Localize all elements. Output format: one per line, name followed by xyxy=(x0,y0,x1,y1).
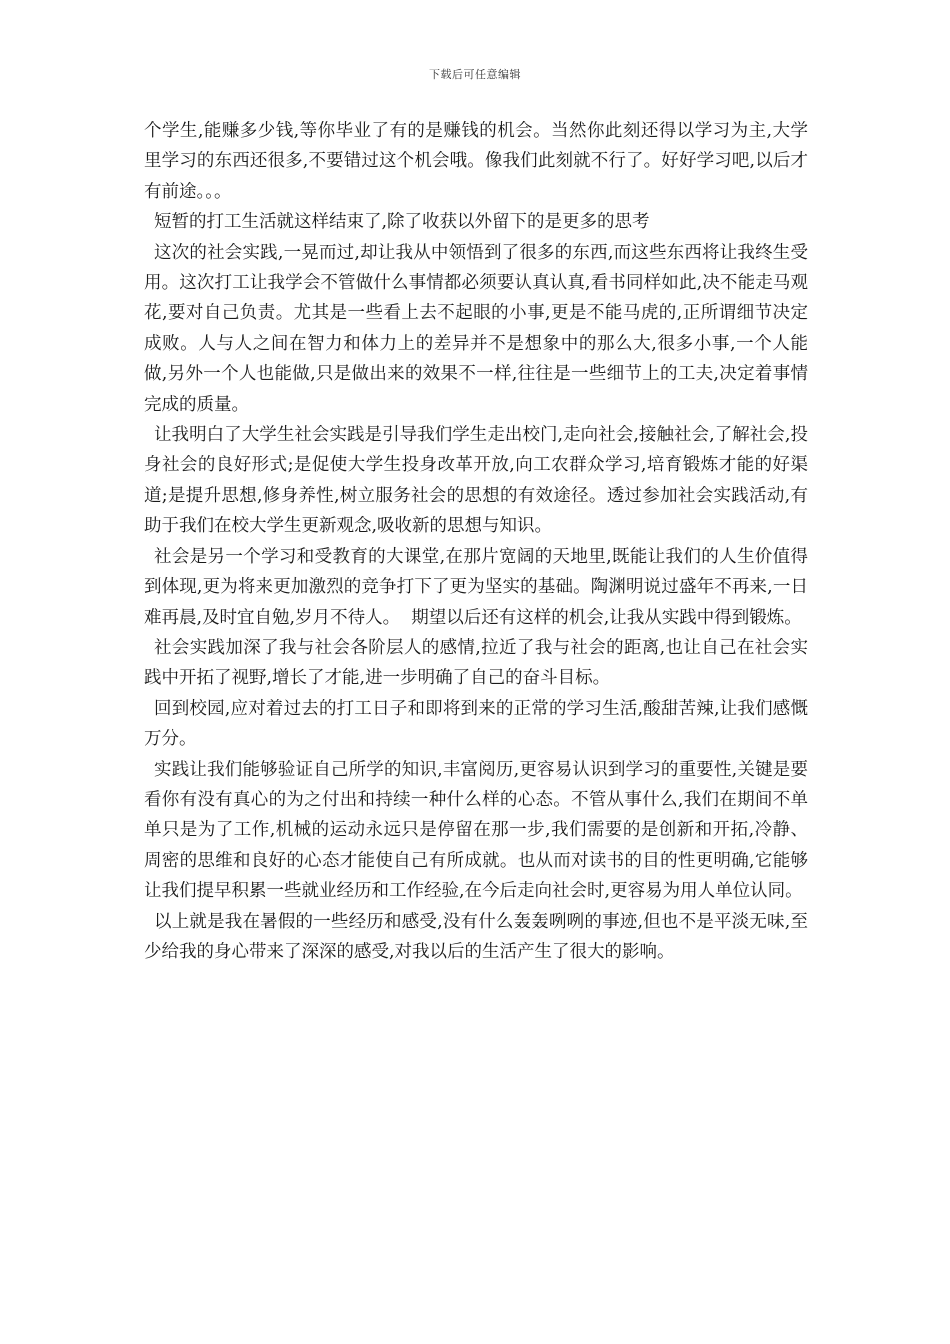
paragraph-social-practice-meaning: 让我明白了大学生社会实践是引导我们学生走出校门,走向社会,接触社会,了解社会,投身社会的良好形式;是促使大学生投身改革开放,向工农群众学习,培育锻炼才能的好渠道;是提升思想,修身养性,树立服务社会的思想的有效途径。透过参加社会实践活动,有助于我们在校大学生更新观念,吸收新的思想与知识。 xyxy=(144,425,808,537)
paragraph-summary: 短暂的打工生活就这样结束了,除了收获以外留下的是更多的思考 xyxy=(154,212,650,233)
paragraph-practice-reflection: 这次的社会实践,一晃而过,却让我从中领悟到了很多的东西,而这些东西将让我终生受用。这次打工让我学会不管做什么事情都必须要认真认真,看书同样如此,决不能走马观花,要对自己负责。尤其是一些看上去不起眼的小事,更是不能马虎的,正所谓细节决定成败。人与人之间在智力和体力上的差异并不是想象中的那么大,很多小事,一个人能做,另外一个人也能做,只是做出来的效果不一样,往往是一些细节上的工夫,决定着事情完成的质量。 xyxy=(144,242,808,415)
paragraph-society-classroom: 社会是另一个学习和受教育的大课堂,在那片宽阔的天地里,既能让我们的人生价值得到体现,更为将来更加激烈的竞争打下了更为坚实的基础。陶渊明说过盛年不再来,一日难再晨,及时宜自勉,岁月不待人。 期望以后还有这样的机会,让我从实践中得到锻炼。 xyxy=(144,546,808,628)
paragraph-continuation: 个学生,能赚多少钱,等你毕业了有的是赚钱的机会。当然你此刻还得以学习为主,大学里学习的东西还很多,不要错过这个机会哦。像我们此刻就不行了。好好学习吧,以后才有前途。。。 xyxy=(144,121,808,202)
paragraph-conclusion: 以上就是我在暑假的一些经历和感受,没有什么轰轰咧咧的事迹,但也不是平淡无味,至少给我的身心带来了深深的感受,对我以后的生活产生了很大的影响。 xyxy=(144,911,808,962)
paragraph-practice-knowledge: 实践让我们能够验证自己所学的知识,丰富阅历,更容易认识到学习的重要性,关键是要看你有没有真心的为之付出和持续一种什么样的心态。不管从事什么,我们在期间不单单只是为了工作,机械的运动永远只是停留在那一步,我们需要的是创新和开拓,冷静、周密的思维和良好的心态才能使自己有所成就。也从而对读书的目的性更明确,它能够让我们提早积累一些就业经历和工作经验,在今后走向社会时,更容易为用人单位认同。 xyxy=(144,759,808,902)
paragraph-social-connection: 社会实践加深了我与社会各阶层人的感情,拉近了我与社会的距离,也让自己在社会实践中开拓了视野,增长了才能,进一步明确了自己的奋斗目标。 xyxy=(144,637,808,689)
paragraph-return-campus: 回到校园,应对着过去的打工日子和即将到来的正常的学习生活,酸甜苦辣,让我们感慨万分。 xyxy=(144,698,808,750)
page-header: 下载后可任意编辑 xyxy=(429,68,521,81)
document-body xyxy=(144,116,808,967)
